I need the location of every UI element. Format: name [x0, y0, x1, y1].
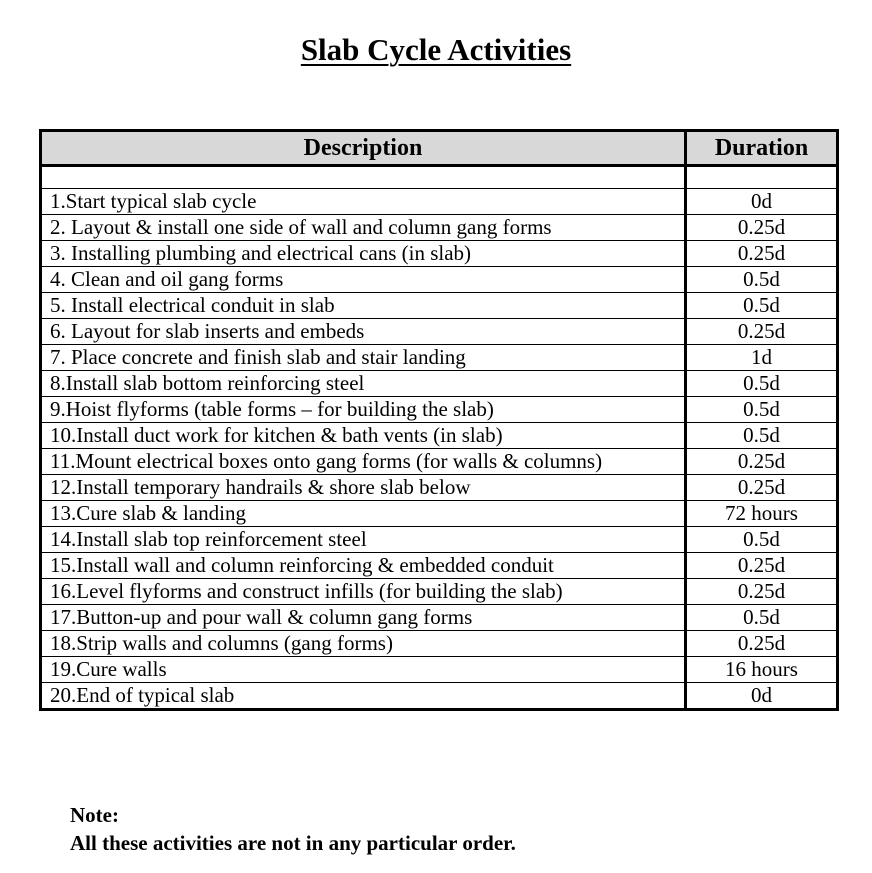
table-row [41, 371, 838, 397]
table-row [41, 215, 838, 241]
table-row [41, 657, 838, 683]
activity-duration: 0.25d [686, 449, 838, 475]
activity-description: 16.Level flyforms and construct infills (for building the slab) [41, 579, 686, 605]
table-row [41, 605, 838, 631]
activity-description: 18.Strip walls and columns (gang forms) [41, 631, 686, 657]
header-duration: Duration [686, 131, 838, 166]
table-row [41, 449, 838, 475]
activity-description: 6. Layout for slab inserts and embeds [41, 319, 686, 345]
activity-duration: 0.5d [686, 423, 838, 449]
activity-description: 15.Install wall and column reinforcing & embedded conduit [41, 553, 686, 579]
activity-description: 19.Cure walls [41, 657, 686, 683]
activity-duration: 0.5d [686, 267, 838, 293]
activity-description: 10.Install duct work for kitchen & bath vents (in slab) [41, 423, 686, 449]
table-row [41, 475, 838, 501]
activity-duration: 0d [686, 683, 838, 710]
page-title-text: Slab Cycle Activities [300, 32, 572, 67]
activity-duration: 0.25d [686, 215, 838, 241]
table-row [41, 293, 838, 319]
table-row [41, 631, 838, 657]
activity-description: 1.Start typical slab cycle [41, 189, 686, 215]
header-description: Description [41, 131, 686, 166]
table-spacer-row [41, 166, 838, 189]
activity-description: 14.Install slab top reinforcement steel [41, 527, 686, 553]
activity-duration: 0.25d [686, 553, 838, 579]
activity-description: 12.Install temporary handrails & shore slab below [41, 475, 686, 501]
activity-duration: 0.25d [686, 579, 838, 605]
spacer-cell-duration [686, 166, 838, 189]
note-label: Note: [70, 803, 119, 827]
activity-description: 13.Cure slab & landing [41, 501, 686, 527]
activity-duration: 0d [686, 189, 838, 215]
activity-duration: 0.5d [686, 293, 838, 319]
table-row [41, 319, 838, 345]
page-title [0, 30, 872, 70]
table-body [41, 166, 838, 710]
activity-duration: 0.5d [686, 527, 838, 553]
activity-description: 11.Mount electrical boxes onto gang forms (for walls & columns) [41, 449, 686, 475]
activity-description: 9.Hoist flyforms (table forms – for building the slab) [41, 397, 686, 423]
activity-duration: 0.25d [686, 241, 838, 267]
activity-description: 8.Install slab bottom reinforcing steel [41, 371, 686, 397]
table-row [41, 553, 838, 579]
table-row [41, 267, 838, 293]
table-row [41, 423, 838, 449]
activity-description: 3. Installing plumbing and electrical cans (in slab) [41, 241, 686, 267]
activity-duration: 16 hours [686, 657, 838, 683]
activity-duration: 1d [686, 345, 838, 371]
activity-duration: 72 hours [686, 501, 838, 527]
activities-table [39, 129, 839, 711]
activity-duration: 0.5d [686, 397, 838, 423]
table-row [41, 527, 838, 553]
note-block [70, 801, 516, 857]
activity-duration: 0.25d [686, 631, 838, 657]
activity-description: 7. Place concrete and finish slab and stair landing [41, 345, 686, 371]
activity-duration: 0.5d [686, 605, 838, 631]
table-row [41, 345, 838, 371]
activity-description: 4. Clean and oil gang forms [41, 267, 686, 293]
activity-description: 2. Layout & install one side of wall and column gang forms [41, 215, 686, 241]
activity-description: 20.End of typical slab [41, 683, 686, 710]
table-row [41, 579, 838, 605]
table-row [41, 189, 838, 215]
note-text: All these activities are not in any particular order. [70, 831, 516, 855]
activity-duration: 0.25d [686, 475, 838, 501]
activity-description: 5. Install electrical conduit in slab [41, 293, 686, 319]
table-header-row [41, 131, 838, 166]
table-row [41, 397, 838, 423]
activity-duration: 0.5d [686, 371, 838, 397]
table-row [41, 501, 838, 527]
activity-description: 17.Button-up and pour wall & column gang forms [41, 605, 686, 631]
activity-duration: 0.25d [686, 319, 838, 345]
spacer-cell-description [41, 166, 686, 189]
table-row [41, 683, 838, 710]
table-row [41, 241, 838, 267]
